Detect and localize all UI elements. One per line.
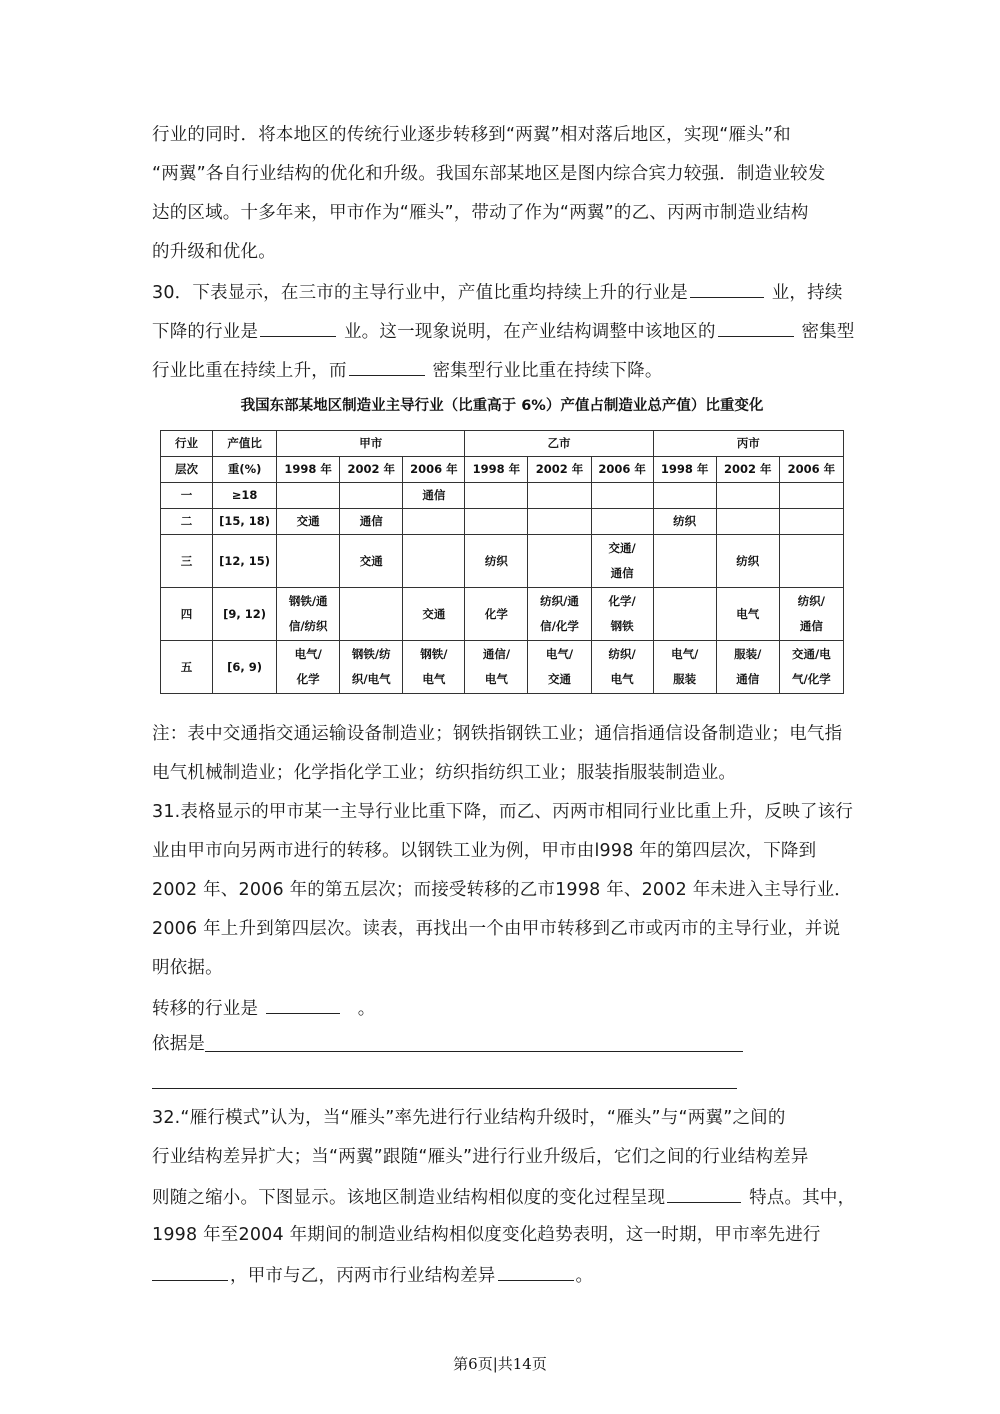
industry-cell-line: 钢铁 <box>610 619 634 633</box>
industry-cell <box>653 509 716 535</box>
q32-line-1: 32.“雁行模式”认为，当“雁头”率先进行行业结构升级时，“雁头”与“两翼”之间的 <box>152 1108 786 1128</box>
industry-cell-line: 通信 <box>799 619 823 633</box>
industry-cell-line: 化学 <box>296 672 320 686</box>
industry-cell-line: 气/化学 <box>792 672 831 686</box>
q30-blank-1[interactable] <box>690 279 764 298</box>
industry-cell <box>528 535 591 588</box>
note-line-2: 电气机械制造业；化学指化学工业；纺织指纺织工业；服装指服装制造业。 <box>152 763 737 783</box>
industry-cell-line: 交通 <box>548 672 571 686</box>
industry-cell-line: 电气 <box>736 606 760 621</box>
industry-cell-line: 纺织 <box>484 553 508 568</box>
q31-line-1: 31.表格显示的甲市某一主导行业比重下降，而乙、丙两市相同行业比重上升，反映了该行 <box>152 802 854 822</box>
industry-cell <box>465 483 528 509</box>
transfer-end: 。 <box>357 999 376 1019</box>
industry-cell <box>779 535 843 588</box>
q31-line-5: 明依据。 <box>152 958 223 978</box>
industry-cell <box>653 588 716 641</box>
industry-cell-line: 交通/电 <box>792 647 831 661</box>
header-row-2 <box>161 457 844 483</box>
industry-cell <box>340 509 403 535</box>
q32-line-5 <box>152 1262 872 1288</box>
industry-cell <box>716 483 779 509</box>
industry-table <box>160 430 844 694</box>
industry-cell-line: 服装/ <box>734 647 762 661</box>
transfer-label: 转移的行业是 <box>152 999 259 1019</box>
industry-cell <box>779 588 843 641</box>
industry-cell <box>716 535 779 588</box>
q31-basis-line <box>152 1032 872 1056</box>
industry-cell <box>716 641 779 694</box>
basis-label: 依据是 <box>152 1034 206 1054</box>
q32-blank-3[interactable] <box>498 1262 574 1281</box>
industry-cell <box>403 588 465 641</box>
industry-cell-line: 交通 <box>422 606 446 621</box>
year-cell: 1998 年 <box>465 457 528 483</box>
year-cell: 2002 年 <box>340 457 403 483</box>
q31-line-4: 2006 年上升到第四层次。读表，再找出一个由甲市转移到乙市或丙市的主导行业，并说 <box>152 919 841 939</box>
industry-cell <box>340 483 403 509</box>
industry-cell-line: 钢铁/通 <box>288 594 328 608</box>
industry-cell <box>653 535 716 588</box>
q32-line-2: 行业结构差异扩大；当“两翼”跟随“雁头”进行行业升级后，它们之间的行业结构差异 <box>152 1147 809 1167</box>
year-cell: 2006 年 <box>779 457 843 483</box>
basis-answer-line-1[interactable] <box>205 1051 743 1052</box>
industry-cell-line: 电气 <box>610 672 634 686</box>
q30-text-f: 行业比重在持续上升，而 <box>152 361 347 381</box>
industry-cell-line: 通信 <box>736 672 760 686</box>
industry-cell <box>591 535 653 588</box>
industry-cell-line: 纺织 <box>673 514 697 528</box>
industry-cell <box>403 535 465 588</box>
industry-cell <box>465 641 528 694</box>
industry-cell <box>403 641 465 694</box>
industry-cell <box>277 509 340 535</box>
industry-cell <box>528 483 591 509</box>
industry-cell <box>528 588 591 641</box>
q32-text-c: ，甲市与乙，丙两市行业结构差异 <box>230 1266 496 1286</box>
range-cell: [9, 12) <box>213 588 277 641</box>
q32-line-4: 1998 年至2004 年期间的制造业结构相似度变化趋势表明，这一时期，甲市率先进行 <box>152 1225 821 1245</box>
table-row <box>161 641 844 694</box>
q32-text-d: 。 <box>575 1266 594 1286</box>
industry-cell-line: 纺织/通 <box>540 594 579 608</box>
industry-cell-line: 纺织/ <box>797 594 825 608</box>
industry-cell <box>591 509 653 535</box>
industry-cell-line: 通信 <box>422 488 446 502</box>
q31-line-3: 2002 年、2006 年的第五层次；而接受转移的乙市1998 年、2002 年未进入主导行业． <box>152 880 852 900</box>
year-cell: 2002 年 <box>716 457 779 483</box>
q30-text-b: 业，持续 <box>771 283 843 303</box>
industry-cell-line: 电气/ <box>545 647 574 661</box>
note-line-1: 注：表中交通指交通运输设备制造业；钢铁指钢铁工业；通信指通信设备制造业；电气指 <box>152 724 843 744</box>
q32-blank-1[interactable] <box>667 1184 741 1203</box>
q31-line-2: 业由甲市向另两市进行的转移。以钢铁工业为例，甲市由l998 年的第四层次，下降到 <box>152 841 817 861</box>
year-cell: 2006 年 <box>403 457 465 483</box>
level-cell: 四 <box>161 588 213 641</box>
header-city-c: 丙市 <box>653 431 843 457</box>
q30-text-g: 密集型行业比重在持续下降。 <box>432 361 663 381</box>
q30-text-a: 30．下表显示，在三市的主导行业中，产值比重均持续上升的行业是 <box>152 283 688 303</box>
page-footer: 第6页|共14页 <box>453 1355 547 1373</box>
table-body <box>161 483 844 694</box>
industry-cell-line: 电气/ <box>671 647 699 661</box>
intro-line-3: 达的区域。十多年来，甲市作为“雁头”，带动了作为“两翼”的乙、丙两市制造业结构 <box>152 203 809 223</box>
industry-cell-line: 钢铁/纺 <box>351 647 391 661</box>
table-title: 我国东部某地区制造业主导行业（比重高于 6%）产值占制造业总产值）比重变化 <box>240 398 764 414</box>
q32-blank-2[interactable] <box>152 1262 228 1281</box>
header-level: 行业 <box>161 431 213 457</box>
industry-cell <box>653 641 716 694</box>
q30-text-d: 业。这一现象说明，在产业结构调整中该地区的 <box>343 322 716 342</box>
industry-cell-line: 织/电气 <box>351 672 391 686</box>
year-cell: 1998 年 <box>277 457 340 483</box>
industry-cell-line: 化学 <box>484 606 508 621</box>
q30-text-c: 下降的行业是 <box>152 322 259 342</box>
industry-cell <box>716 588 779 641</box>
header-city-a: 甲市 <box>277 431 465 457</box>
q32-text-a: 则随之缩小。下图显示。该地区制造业结构相似度的变化过程呈现 <box>152 1188 666 1208</box>
industry-cell <box>340 641 403 694</box>
table-row <box>161 483 844 509</box>
header-ratio-2: 重(%) <box>213 457 277 483</box>
table-row <box>161 535 844 588</box>
intro-line-1: 行业的同时．将本地区的传统行业逐步转移到“两翼”相对落后地区，实现“雁头”和 <box>152 125 791 145</box>
basis-answer-line-2[interactable] <box>152 1088 737 1089</box>
industry-cell <box>591 588 653 641</box>
header-level-2: 层次 <box>161 457 213 483</box>
industry-cell <box>403 509 465 535</box>
industry-cell <box>465 535 528 588</box>
industry-cell-line: 交通 <box>296 514 320 528</box>
q30-line-1 <box>152 279 872 305</box>
q31-transfer-line <box>152 995 872 1021</box>
header-ratio: 产值比 <box>213 431 277 457</box>
range-cell: [12, 15) <box>213 535 277 588</box>
q32-text-b: 特点。其中， <box>749 1188 856 1208</box>
industry-cell <box>653 483 716 509</box>
industry-cell <box>779 509 843 535</box>
industry-cell <box>340 535 403 588</box>
q30-line-3 <box>152 357 872 383</box>
transfer-blank[interactable] <box>266 995 340 1014</box>
q30-line-2 <box>152 318 872 344</box>
intro-line-4: 的升级和优化。 <box>152 242 276 262</box>
industry-cell <box>591 641 653 694</box>
industry-cell-line: 信/纺织 <box>288 619 328 633</box>
industry-cell <box>465 588 528 641</box>
industry-cell-line: 交通/ <box>608 541 636 555</box>
year-cell: 2006 年 <box>591 457 653 483</box>
industry-cell <box>277 535 340 588</box>
industry-cell <box>779 483 843 509</box>
industry-cell-line: 电气 <box>422 672 446 686</box>
industry-cell <box>277 641 340 694</box>
range-cell: [15, 18) <box>213 509 277 535</box>
year-cell: 2002 年 <box>528 457 591 483</box>
table-row <box>161 509 844 535</box>
q30-text-e: 密集型 <box>801 322 855 342</box>
intro-line-2: “两翼”各自行业结构的优化和升级。我国东部某地区是图内综合宾力较强．制造业较发 <box>152 164 826 184</box>
year-cell: 1998 年 <box>653 457 716 483</box>
industry-cell-line: 通信 <box>359 514 383 528</box>
range-cell: [6, 9) <box>213 641 277 694</box>
industry-cell <box>779 641 843 694</box>
level-cell: 二 <box>161 509 213 535</box>
level-cell: 五 <box>161 641 213 694</box>
q32-line-3 <box>152 1184 872 1210</box>
header-row-1 <box>161 431 844 457</box>
industry-cell-line: 纺织 <box>736 553 760 568</box>
industry-cell <box>277 588 340 641</box>
industry-cell <box>528 641 591 694</box>
industry-cell <box>340 588 403 641</box>
industry-cell-line: 服装 <box>673 672 697 686</box>
industry-cell-line: 信/化学 <box>540 619 579 633</box>
table-row <box>161 588 844 641</box>
range-cell: ≥18 <box>213 483 277 509</box>
industry-cell <box>465 509 528 535</box>
industry-cell <box>716 509 779 535</box>
industry-cell <box>528 509 591 535</box>
q30-blank-4[interactable] <box>349 357 425 376</box>
q30-blank-2[interactable] <box>260 318 336 337</box>
level-cell: 一 <box>161 483 213 509</box>
industry-cell <box>403 483 465 509</box>
industry-cell-line: 纺织/ <box>608 647 636 661</box>
industry-cell-line: 钢铁/ <box>420 647 448 661</box>
industry-cell <box>591 483 653 509</box>
industry-cell-line: 通信 <box>610 566 634 580</box>
industry-cell-line: 电气 <box>484 672 508 686</box>
industry-cell <box>277 483 340 509</box>
level-cell: 三 <box>161 535 213 588</box>
industry-cell-line: 交通 <box>359 553 383 568</box>
header-city-b: 乙市 <box>465 431 653 457</box>
q30-blank-3[interactable] <box>718 318 794 337</box>
industry-cell-line: 通信/ <box>482 647 511 661</box>
industry-cell-line: 化学/ <box>608 594 636 608</box>
industry-cell-line: 电气/ <box>294 647 322 661</box>
